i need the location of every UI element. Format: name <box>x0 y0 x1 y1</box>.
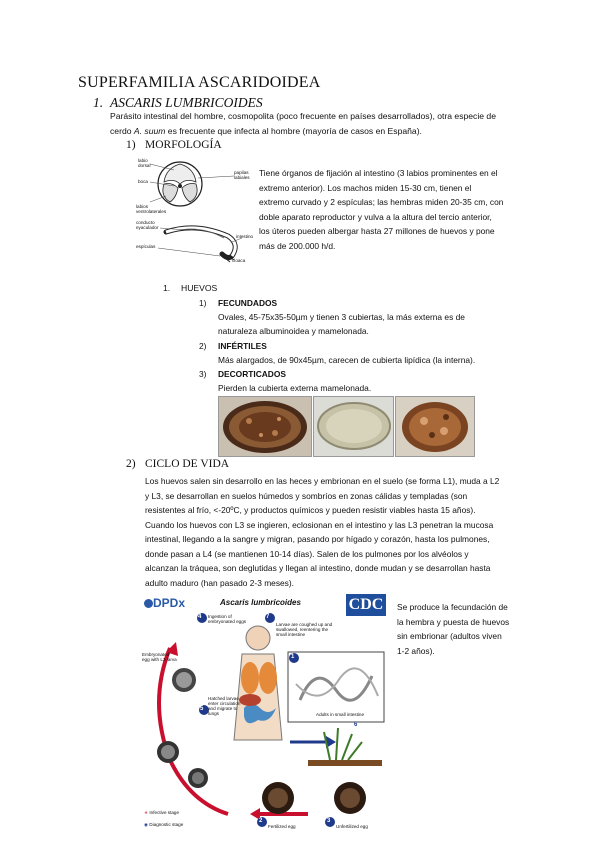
label-embryonated-egg: Embryonated egg with L3 larva <box>142 652 177 662</box>
life-cycle-diagram <box>140 592 388 838</box>
morfologia-text <box>259 166 559 253</box>
label-papilas-labiales: papilas labiales <box>234 170 250 180</box>
morfologia-number: 1) <box>126 139 136 151</box>
label-labios-ventrolaterales: labios ventrolaterales <box>136 204 167 214</box>
morfologia-line: Tiene órganos de fijación al intestino (3 labios prominentes en el <box>259 168 498 178</box>
egg-photo-infertile <box>313 396 394 457</box>
ciclo-line: adulto maduro (han pasado 2-3 meses). <box>145 577 294 588</box>
page-title: SUPERFAMILIA ASCARIDOIDEA <box>78 74 321 91</box>
egg-photo-decorticated <box>395 396 475 457</box>
label-labio-dorsal: labio dorsal <box>138 158 151 168</box>
step-4-badge: 4 <box>198 614 202 620</box>
ciclo-side-note <box>397 600 527 658</box>
ciclo-line: Cuando los huevos con L3 se ingieren, eclosionan en el intestino y las L3 penetran la mucosa <box>145 519 494 530</box>
huevos-heading: HUEVOS <box>181 283 218 293</box>
intro-line-2 <box>110 124 422 139</box>
huevos-item-3-num: 3) <box>199 369 207 379</box>
intro-species: A. suum <box>133 126 166 136</box>
step-1-badge: 1 <box>291 654 295 660</box>
ciclo-line: donde pasan a L4 (se mantienen 10-14 días). Salen de los pulmones por los alvéolos y <box>145 548 469 559</box>
label-boca: boca <box>138 179 148 184</box>
morfologia-heading: MORFOLOGÍA <box>145 139 222 151</box>
step-7-badge: 7 <box>266 614 270 620</box>
huevos-item-1-num: 1) <box>199 298 207 308</box>
huevos-item-2-num: 2) <box>199 341 207 351</box>
step-5-badge: 5 <box>200 706 204 712</box>
huevos-item-1-title: FECUNDADOS <box>218 298 278 308</box>
morphology-figure <box>136 156 256 266</box>
side-note-line: la hembra y puesta de huevos <box>397 616 510 627</box>
label-larvae-lungs: Larvae are coughed up and swallowed, reentering the small intestine <box>276 622 333 637</box>
ciclo-line: alcanzan la tráquea, son deglutidas y llegan al intestino, donde mudan y se desarrollan hasta <box>145 563 491 573</box>
step-2-badge: 2 <box>259 818 263 824</box>
section-heading: ASCARIS LUMBRICOIDES <box>110 95 263 110</box>
huevos-item-1-line: naturaleza albuminoidea y mamelonada. <box>218 326 369 336</box>
step-6-badge: 6 <box>354 722 358 728</box>
diagnostic-stage-text: Diagnostic stage <box>149 822 184 827</box>
morfologia-line: más de 200.000 h/d. <box>259 240 336 251</box>
label-infective-stage <box>144 810 179 816</box>
infective-stage-text: Infective stage <box>149 810 180 815</box>
step-3-badge: 3 <box>327 818 331 824</box>
side-note-line: sin embrionar (adultos viven <box>397 631 502 641</box>
huevos-number: 1. <box>163 283 171 293</box>
ciclo-line: y L3, se desarrollan en suelos húmedos y sombríos en zonas cálidas y templadas (son <box>145 490 468 501</box>
ciclo-line: resistentes al frío, <-20ºC, y productos químicos y pueden resistir viables hasta 15 años). <box>145 505 476 515</box>
side-note-line: Se produce la fecundación de <box>397 602 508 612</box>
morfologia-line: extremo curvado y 2 espículas; las hembras miden 20-35 cm, con <box>259 197 504 207</box>
ciclo-number: 2) <box>126 458 136 470</box>
intro-line-1: Parásito intestinal del hombre, cosmopolita (poco frecuente en países desarrollados), otra especie de <box>110 111 496 121</box>
section-number: 1. <box>93 95 104 110</box>
label-espiculas: espículas <box>136 244 156 249</box>
morfologia-line: doble aparato reproductor y vulva a la altura del tercio anterior, <box>259 211 492 222</box>
label-hatched-larvae: Hatched larvae enter circulation and migrate to lungs <box>208 696 241 716</box>
side-note-line: 1-2 años). <box>397 645 435 656</box>
cdc-logo: CDC <box>346 594 386 616</box>
ciclo-line: intestinal, llegando a la sangre y migran, pasando por hígado y corazón, hasta los pulmones, <box>145 534 490 544</box>
label-ingestion: Ingestion of embryonated eggs <box>208 614 247 624</box>
fertilized-egg-image <box>219 397 311 456</box>
huevos-item-2-line: Más alargados, de 90x45µm, carecen de cubierta lipídica (la interna). <box>218 355 476 365</box>
decorticated-egg-image <box>396 397 474 456</box>
label-unfertilized-egg: Unfertilized egg <box>336 824 368 829</box>
infertile-egg-image <box>314 397 393 456</box>
biohazard-icon: ☣ <box>144 810 149 815</box>
label-adults: Adults in small intestine <box>316 712 365 717</box>
ciclo-heading: CICLO DE VIDA <box>145 458 230 470</box>
label-fertilized-egg: Fertilized egg <box>268 824 296 829</box>
huevos-item-1-line: Ovales, 45-75x35-50µm y tienen 3 cubiertas, la más externa es de <box>218 312 465 322</box>
egg-photo-fertilized <box>218 396 312 457</box>
label-cloaca: cloaca <box>232 258 246 263</box>
dpdx-logo-text: DPDx <box>153 596 186 610</box>
morfologia-line: extremo anterior). Los machos miden 15-30 cm, tienen el <box>259 182 472 193</box>
label-diagnostic-stage <box>144 822 183 828</box>
label-conducto-eyaculador: conducto eyaculador <box>136 220 159 230</box>
huevos-item-3-title: DECORTICADOS <box>218 369 286 379</box>
label-intestino: intestino <box>236 234 254 239</box>
huevos-item-2-title: INFÉRTILES <box>218 341 267 351</box>
huevos-item-3-line: Pierden la cubierta externa mamelonada. <box>218 383 372 393</box>
intro-line-2-post: es frecuente que infecta al hombre (mayoría de casos en España). <box>165 126 422 136</box>
intro-line-2-pre: cerdo <box>110 126 134 136</box>
morfologia-line: los úteros pueden albergar hasta 27 millones de huevos y pone <box>259 226 495 236</box>
ciclo-line: Los huevos salen sin desarrollo en las heces y embrionan en el suelo (se forma L1), muda a L2 <box>145 476 500 486</box>
ciclo-text <box>145 474 565 590</box>
diagram-title: Ascaris lumbricoides <box>220 598 301 607</box>
diagnostic-icon: ◉ <box>144 822 149 827</box>
